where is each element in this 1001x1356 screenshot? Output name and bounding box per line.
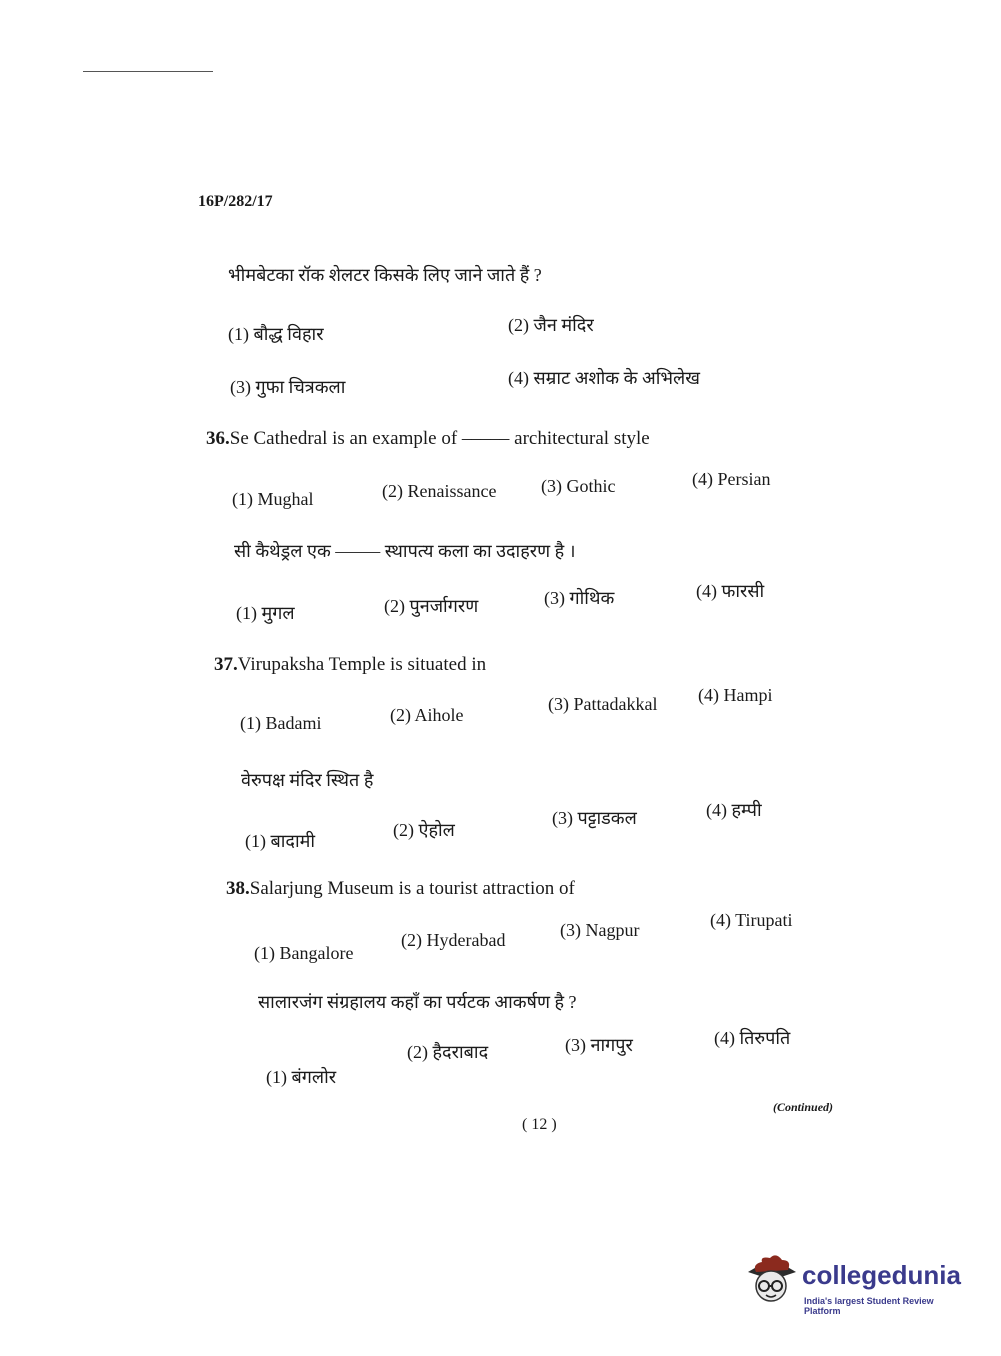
logo-name: collegedunia — [802, 1260, 961, 1290]
mascot-icon — [742, 1250, 800, 1310]
q38-option-4: (4) Tirupati — [710, 910, 793, 930]
q38-question-line — [226, 878, 575, 900]
q36-hindi-option-4: (4) फारसी — [696, 581, 765, 601]
q36-hindi-option-1: (1) मुगल — [236, 603, 295, 623]
q36-hindi-option-2: (2) पुनर्जागरण — [384, 596, 479, 616]
q36-number: 36. — [206, 428, 230, 449]
q35-option-2: (2) जैन मंदिर — [508, 315, 594, 335]
q37-option-4: (4) Hampi — [698, 685, 773, 705]
logo-tagline: India's largest Student Review Platform — [804, 1296, 934, 1316]
q37-option-3: (3) Pattadakkal — [548, 694, 658, 714]
q36-hindi-option-3: (3) गोथिक — [544, 588, 615, 608]
q37-hindi-question: वेरुपक्ष मंदिर स्थित है — [241, 770, 374, 790]
q37-option-1: (1) Badami — [240, 713, 322, 733]
q35-option-4: (4) सम्राट अशोक के अभिलेख — [508, 368, 700, 388]
q37-hindi-option-2: (2) ऐहोल — [393, 820, 455, 840]
continued-note: (Continued) — [773, 1100, 834, 1114]
paper-code: 16P/282/17 — [198, 193, 273, 210]
q35-option-3: (3) गुफा चित्रकला — [230, 377, 346, 397]
q36-question-line — [206, 428, 650, 450]
collegedunia-logo — [742, 1250, 972, 1320]
q37-question: Virupaksha Temple is situated in — [237, 654, 487, 675]
q35-option-1: (1) बौद्ध विहार — [228, 324, 324, 344]
page-number: ( 12 ) — [522, 1116, 557, 1133]
q36-option-4: (4) Persian — [692, 469, 771, 489]
q36-hindi-question: सी कैथेड्रल एक ––––– स्थापत्य कला का उदाहरण है । — [234, 541, 576, 561]
q38-hindi-option-1: (1) बंगलोर — [266, 1067, 337, 1087]
q38-option-1: (1) Bangalore — [254, 943, 354, 963]
q36-question: Se Cathedral is an example of ––––– architectural style — [229, 428, 650, 449]
q37-hindi-option-4: (4) हम्पी — [706, 800, 762, 820]
q38-option-2: (2) Hyderabad — [401, 930, 506, 950]
q36-option-2: (2) Renaissance — [382, 481, 497, 501]
top-rule — [83, 71, 213, 72]
q38-hindi-option-4: (4) तिरुपति — [714, 1028, 791, 1048]
q35-hindi-question: भीमबेटका रॉक शेलटर किसके लिए जाने जाते हैं ? — [228, 265, 542, 285]
q37-question-line — [214, 654, 486, 676]
q37-number: 37. — [214, 654, 238, 675]
q38-hindi-option-2: (2) हैदराबाद — [407, 1042, 489, 1062]
q38-number: 38. — [226, 878, 250, 899]
q37-option-2: (2) Aihole — [390, 705, 464, 725]
q37-hindi-option-1: (1) बादामी — [245, 831, 316, 851]
q37-hindi-option-3: (3) पट्टाडकल — [552, 808, 637, 828]
q36-option-1: (1) Mughal — [232, 489, 314, 509]
q38-question: Salarjung Museum is a tourist attraction of — [249, 878, 575, 899]
q38-option-3: (3) Nagpur — [560, 920, 640, 940]
q38-hindi-option-3: (3) नागपुर — [565, 1035, 633, 1055]
q38-hindi-question: सालारजंग संग्रहालय कहाँ का पर्यटक आकर्षण है ? — [258, 992, 577, 1012]
q36-option-3: (3) Gothic — [541, 476, 616, 496]
